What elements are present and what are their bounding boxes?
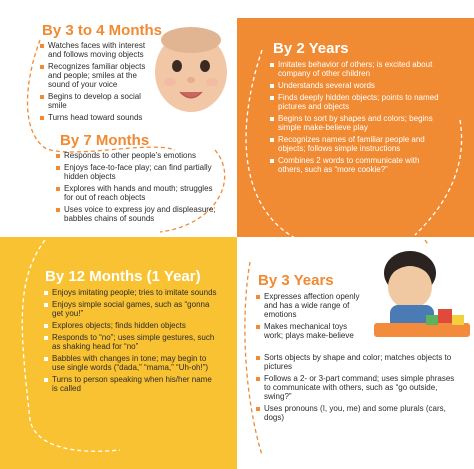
list-item: Watches faces with interest and follows moving objects (40, 41, 158, 59)
list-item: Makes mechanical toys work; plays make-believe (256, 322, 366, 340)
list-item: Recognizes familiar objects and people; smiles at the sound of your voice (40, 62, 158, 89)
list-item: Explores objects; finds hidden objects (44, 321, 219, 330)
list-item: Explores with hands and mouth; struggles for out of reach objects (56, 184, 224, 202)
list-item: Recognizes names of familiar people and objects; follows simple instructions (270, 135, 446, 153)
list-item: Finds deeply hidden objects; points to named pictures and objects (270, 93, 446, 111)
list-3-to-4-months (40, 41, 158, 125)
heading-12-months: By 12 Months (1 Year) (45, 268, 201, 285)
list-item: Uses voice to express joy and displeasure; babbles chains of sounds (56, 205, 224, 223)
list-item: Begins to develop a social smile (40, 92, 158, 110)
list-item: Turns head toward sounds (40, 113, 158, 122)
list-3-years-continued (256, 353, 456, 425)
list-3-years (256, 292, 366, 343)
list-item: Responds to other people’s emotions (56, 151, 224, 160)
list-item: Combines 2 words to communicate with others, such as “more cookie?” (270, 156, 446, 174)
toddler-photo (368, 245, 472, 343)
list-item: Expresses affection openly and has a wide range of emotions (256, 292, 366, 319)
list-item: Turns to person speaking when his/her name is called (44, 375, 219, 393)
list-item: Begins to sort by shapes and colors; begins simple make-believe play (270, 114, 446, 132)
heading-2-years: By 2 Years (273, 40, 349, 57)
heading-3-years: By 3 Years (258, 272, 334, 289)
heading-3-to-4-months: By 3 to 4 Months (42, 22, 163, 39)
list-2-years (270, 60, 446, 177)
list-item: Enjoys simple social games, such as “gonna get you!” (44, 300, 219, 318)
list-item: Imitates behavior of others; is excited about company of other children (270, 60, 446, 78)
list-item: Enjoys imitating people; tries to imitate sounds (44, 288, 219, 297)
list-item: Responds to “no”; uses simple gestures, such as shaking head for “no” (44, 333, 219, 351)
list-item: Follows a 2- or 3-part command; uses simple phrases to communicate with others, such as “go outside, swing?” (256, 374, 456, 401)
list-item: Understands several words (270, 81, 446, 90)
list-item: Sorts objects by shape and color; matches objects to pictures (256, 353, 456, 371)
list-item: Uses pronouns (I, you, me) and some plurals (cars, dogs) (256, 404, 456, 422)
baby-photo (150, 22, 232, 114)
list-item: Babbles with changes in tone; may begin to use single words (“dada,” “mama,” “Uh-oh!”) (44, 354, 219, 372)
heading-7-months: By 7 Months (60, 132, 150, 149)
list-7-months (56, 151, 224, 226)
list-12-months (44, 288, 219, 396)
list-item: Enjoys face-to-face play; can find partially hidden objects (56, 163, 224, 181)
